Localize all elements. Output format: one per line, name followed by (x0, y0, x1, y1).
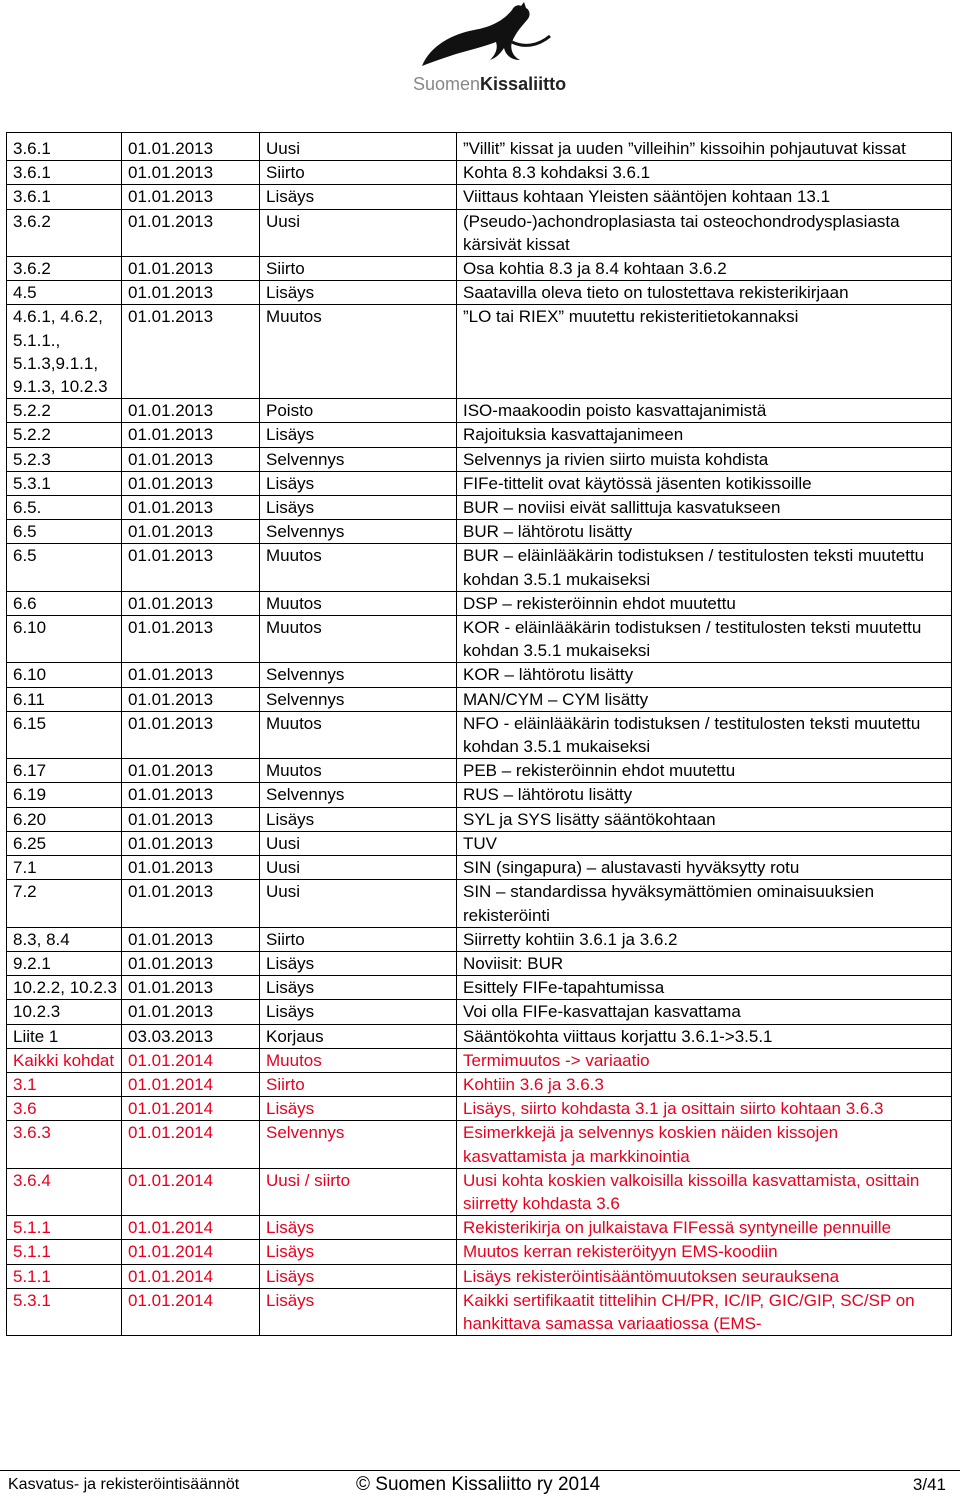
table-row (7, 496, 952, 520)
table-row (7, 1000, 952, 1024)
row-type: Selvennys (260, 783, 457, 807)
row-date: 03.03.2013 (122, 1024, 260, 1048)
row-date: 01.01.2013 (122, 880, 260, 927)
row-section: 6.5. (7, 496, 122, 520)
table-row (7, 1288, 952, 1335)
row-description: BUR – noviisi eivät sallittuja kasvatukseen (457, 496, 952, 520)
row-type: Uusi (260, 209, 457, 256)
row-description: ”LO tai RIEX” muutettu rekisteritietokannaksi (457, 305, 952, 399)
row-date: 01.01.2013 (122, 616, 260, 663)
footer-copyright: © Suomen Kissaliitto ry 2014 (356, 1474, 601, 1495)
row-section: 3.6.1 (7, 133, 122, 161)
row-date: 01.01.2014 (122, 1240, 260, 1264)
table-row (7, 423, 952, 447)
table-row (7, 305, 952, 399)
row-description: ISO-maakoodin poisto kasvattajanimistä (457, 399, 952, 423)
row-description: RUS – lähtörotu lisätty (457, 783, 952, 807)
row-section: 5.3.1 (7, 471, 122, 495)
row-description: Noviisit: BUR (457, 951, 952, 975)
table-row (7, 1264, 952, 1288)
row-description: Kaikki sertifikaatit tittelihin CH/PR, IC/IP, GIC/GIP, SC/SP on hankittava samassa variaatiossa (EMS- (457, 1288, 952, 1335)
table-row (7, 687, 952, 711)
row-description: Kohta 8.3 kohdaksi 3.6.1 (457, 161, 952, 185)
row-date: 01.01.2014 (122, 1264, 260, 1288)
row-description: Termimuutos -> variaatio (457, 1048, 952, 1072)
row-date: 01.01.2013 (122, 807, 260, 831)
table-row (7, 880, 952, 927)
row-description: SIN (singapura) – alustavasti hyväksytty rotu (457, 856, 952, 880)
row-section: 3.6.3 (7, 1121, 122, 1168)
row-type: Lisäys (260, 1000, 457, 1024)
row-description: Saatavilla oleva tieto on tulostettava rekisterikirjaan (457, 281, 952, 305)
row-type: Selvennys (260, 687, 457, 711)
table-row (7, 976, 952, 1000)
table-row (7, 1024, 952, 1048)
row-description: Rekisterikirja on julkaistava FIFessä syntyneille pennuille (457, 1216, 952, 1240)
row-description: Siirretty kohtiin 3.6.1 ja 3.6.2 (457, 927, 952, 951)
table-row (7, 399, 952, 423)
row-type: Selvennys (260, 1121, 457, 1168)
row-section: 3.6 (7, 1097, 122, 1121)
row-section: 3.6.1 (7, 161, 122, 185)
row-section: 10.2.3 (7, 1000, 122, 1024)
row-date: 01.01.2013 (122, 976, 260, 1000)
table-row (7, 591, 952, 615)
row-description: PEB – rekisteröinnin ehdot muutettu (457, 759, 952, 783)
row-section: 9.2.1 (7, 951, 122, 975)
row-description: (Pseudo-)achondroplasiasta tai osteochondrodysplasiasta kärsivät kissat (457, 209, 952, 256)
row-section: 3.6.1 (7, 185, 122, 209)
row-description: NFO - eläinlääkärin todistuksen / testitulosten teksti muutettu kohdan 3.5.1 mukaiseksi (457, 711, 952, 758)
row-description: Selvennys ja rivien siirto muista kohdista (457, 447, 952, 471)
table-row (7, 281, 952, 305)
row-type: Muutos (260, 759, 457, 783)
change-log-table (6, 132, 952, 1336)
footer-page-number: 3/41 (912, 1475, 946, 1494)
row-description: Voi olla FIFe-kasvattajan kasvattama (457, 1000, 952, 1024)
row-description: Lisäys, siirto kohdasta 3.1 ja osittain siirto kohtaan 3.6.3 (457, 1097, 952, 1121)
row-description: DSP – rekisteröinnin ehdot muutettu (457, 591, 952, 615)
table-row (7, 133, 952, 161)
row-type: Muutos (260, 305, 457, 399)
row-description: Lisäys rekisteröintisääntömuutoksen seurauksena (457, 1264, 952, 1288)
row-type: Muutos (260, 1048, 457, 1072)
row-type: Muutos (260, 616, 457, 663)
row-type: Lisäys (260, 423, 457, 447)
table-row (7, 927, 952, 951)
row-section: 5.2.2 (7, 399, 122, 423)
row-date: 01.01.2014 (122, 1216, 260, 1240)
suomen-kissaliitto-logo (400, 0, 570, 96)
row-type: Muutos (260, 711, 457, 758)
row-section: 6.19 (7, 783, 122, 807)
row-date: 01.01.2013 (122, 711, 260, 758)
row-section: 6.25 (7, 831, 122, 855)
row-type: Siirto (260, 161, 457, 185)
row-description: Kohtiin 3.6 ja 3.6.3 (457, 1072, 952, 1096)
row-section: 6.10 (7, 663, 122, 687)
logo-text: SuomenKissaliitto (413, 74, 567, 94)
row-type: Lisäys (260, 1097, 457, 1121)
table-row (7, 1072, 952, 1096)
row-section: 3.6.2 (7, 257, 122, 281)
row-date: 01.01.2013 (122, 544, 260, 591)
table-row (7, 257, 952, 281)
table-row (7, 807, 952, 831)
row-description: BUR – eläinlääkärin todistuksen / testitulosten teksti muutettu kohdan 3.5.1 mukaiseksi (457, 544, 952, 591)
table-row (7, 161, 952, 185)
row-type: Lisäys (260, 281, 457, 305)
row-date: 01.01.2013 (122, 687, 260, 711)
row-section: 5.1.1 (7, 1240, 122, 1264)
table-row (7, 759, 952, 783)
table-row (7, 520, 952, 544)
row-date: 01.01.2013 (122, 399, 260, 423)
row-type: Lisäys (260, 976, 457, 1000)
row-date: 01.01.2014 (122, 1121, 260, 1168)
row-section: 4.5 (7, 281, 122, 305)
row-section: 4.6.1, 4.6.2, 5.1.1., 5.1.3,9.1.1, 9.1.3, 10.2.3 (7, 305, 122, 399)
table-row (7, 1097, 952, 1121)
row-section: 6.5 (7, 544, 122, 591)
row-description: ”Villit” kissat ja uuden ”villeihin” kissoihin pohjautuvat kissat (457, 133, 952, 161)
row-section: 6.15 (7, 711, 122, 758)
row-section: 5.2.3 (7, 447, 122, 471)
cat-logo-icon (400, 0, 570, 74)
row-type: Lisäys (260, 1240, 457, 1264)
table-row (7, 471, 952, 495)
row-description: Sääntökohta viittaus korjattu 3.6.1->3.5.1 (457, 1024, 952, 1048)
row-date: 01.01.2013 (122, 951, 260, 975)
row-type: Muutos (260, 591, 457, 615)
row-date: 01.01.2013 (122, 520, 260, 544)
row-description: Esittely FIFe-tapahtumissa (457, 976, 952, 1000)
row-date: 01.01.2013 (122, 257, 260, 281)
row-type: Lisäys (260, 185, 457, 209)
row-type: Siirto (260, 1072, 457, 1096)
row-date: 01.01.2013 (122, 281, 260, 305)
row-type: Poisto (260, 399, 457, 423)
row-section: 3.1 (7, 1072, 122, 1096)
row-type: Lisäys (260, 496, 457, 520)
row-date: 01.01.2013 (122, 423, 260, 447)
row-description: KOR - eläinlääkärin todistuksen / testitulosten teksti muutettu kohdan 3.5.1 mukaiseksi (457, 616, 952, 663)
row-section: 5.3.1 (7, 1288, 122, 1335)
row-description: Muutos kerran rekisteröityyn EMS-koodiin (457, 1240, 952, 1264)
table-row (7, 663, 952, 687)
table-row (7, 1121, 952, 1168)
row-description: TUV (457, 831, 952, 855)
row-date: 01.01.2013 (122, 305, 260, 399)
row-section: 6.20 (7, 807, 122, 831)
row-section: Kaikki kohdat (7, 1048, 122, 1072)
row-date: 01.01.2013 (122, 759, 260, 783)
row-section: 5.1.1 (7, 1216, 122, 1240)
row-date: 01.01.2013 (122, 831, 260, 855)
row-type: Uusi / siirto (260, 1168, 457, 1215)
row-description: FIFe-tittelit ovat käytössä jäsenten kotikissoille (457, 471, 952, 495)
row-description: Esimerkkejä ja selvennys koskien näiden kissojen kasvattamista ja markkinointia (457, 1121, 952, 1168)
row-date: 01.01.2013 (122, 496, 260, 520)
row-section: 7.2 (7, 880, 122, 927)
row-date: 01.01.2013 (122, 591, 260, 615)
page-footer (0, 1470, 960, 1497)
table-row (7, 783, 952, 807)
row-type: Korjaus (260, 1024, 457, 1048)
row-description: MAN/CYM – CYM lisätty (457, 687, 952, 711)
row-description: SYL ja SYS lisätty sääntökohtaan (457, 807, 952, 831)
row-type: Lisäys (260, 1264, 457, 1288)
row-date: 01.01.2013 (122, 783, 260, 807)
table-row (7, 447, 952, 471)
row-section: 7.1 (7, 856, 122, 880)
row-description: SIN – standardissa hyväksymättömien ominaisuuksien rekisteröinti (457, 880, 952, 927)
row-description: BUR – lähtörotu lisätty (457, 520, 952, 544)
table-row (7, 1240, 952, 1264)
row-type: Uusi (260, 880, 457, 927)
row-date: 01.01.2013 (122, 447, 260, 471)
row-date: 01.01.2013 (122, 927, 260, 951)
row-type: Lisäys (260, 1216, 457, 1240)
row-date: 01.01.2013 (122, 1000, 260, 1024)
table-row (7, 711, 952, 758)
row-section: 6.6 (7, 591, 122, 615)
row-section: 3.6.4 (7, 1168, 122, 1215)
row-section: 6.11 (7, 687, 122, 711)
row-section: 5.2.2 (7, 423, 122, 447)
row-date: 01.01.2014 (122, 1097, 260, 1121)
row-date: 01.01.2014 (122, 1288, 260, 1335)
row-description: Viittaus kohtaan Yleisten sääntöjen kohtaan 13.1 (457, 185, 952, 209)
table-row (7, 185, 952, 209)
row-section: 6.5 (7, 520, 122, 544)
row-section: 10.2.2, 10.2.3 (7, 976, 122, 1000)
row-type: Siirto (260, 257, 457, 281)
row-type: Selvennys (260, 447, 457, 471)
row-description: Rajoituksia kasvattajanimeen (457, 423, 952, 447)
row-description: Osa kohtia 8.3 ja 8.4 kohtaan 3.6.2 (457, 257, 952, 281)
row-date: 01.01.2013 (122, 856, 260, 880)
row-type: Lisäys (260, 807, 457, 831)
row-date: 01.01.2013 (122, 161, 260, 185)
row-date: 01.01.2014 (122, 1072, 260, 1096)
table-row (7, 856, 952, 880)
table-row (7, 831, 952, 855)
row-type: Lisäys (260, 951, 457, 975)
row-type: Uusi (260, 133, 457, 161)
row-type: Lisäys (260, 1288, 457, 1335)
row-type: Uusi (260, 831, 457, 855)
row-type: Siirto (260, 927, 457, 951)
table-row (7, 544, 952, 591)
row-date: 01.01.2013 (122, 185, 260, 209)
table-row (7, 1048, 952, 1072)
row-date: 01.01.2013 (122, 209, 260, 256)
row-type: Muutos (260, 544, 457, 591)
table-row (7, 951, 952, 975)
table-row (7, 1168, 952, 1215)
row-section: Liite 1 (7, 1024, 122, 1048)
row-type: Lisäys (260, 471, 457, 495)
row-type: Uusi (260, 856, 457, 880)
table-row (7, 616, 952, 663)
row-date: 01.01.2014 (122, 1048, 260, 1072)
row-type: Selvennys (260, 663, 457, 687)
row-section: 5.1.1 (7, 1264, 122, 1288)
row-description: KOR – lähtörotu lisätty (457, 663, 952, 687)
row-description: Uusi kohta koskien valkoisilla kissoilla kasvattamista, osittain siirretty kohdasta 3.6 (457, 1168, 952, 1215)
footer-document-title: Kasvatus- ja rekisteröintisäännöt (8, 1476, 240, 1493)
row-section: 3.6.2 (7, 209, 122, 256)
table-row (7, 209, 952, 256)
row-type: Selvennys (260, 520, 457, 544)
row-date: 01.01.2013 (122, 133, 260, 161)
row-date: 01.01.2013 (122, 471, 260, 495)
row-section: 6.17 (7, 759, 122, 783)
row-section: 6.10 (7, 616, 122, 663)
row-date: 01.01.2013 (122, 663, 260, 687)
row-section: 8.3, 8.4 (7, 927, 122, 951)
row-date: 01.01.2014 (122, 1168, 260, 1215)
table-row (7, 1216, 952, 1240)
